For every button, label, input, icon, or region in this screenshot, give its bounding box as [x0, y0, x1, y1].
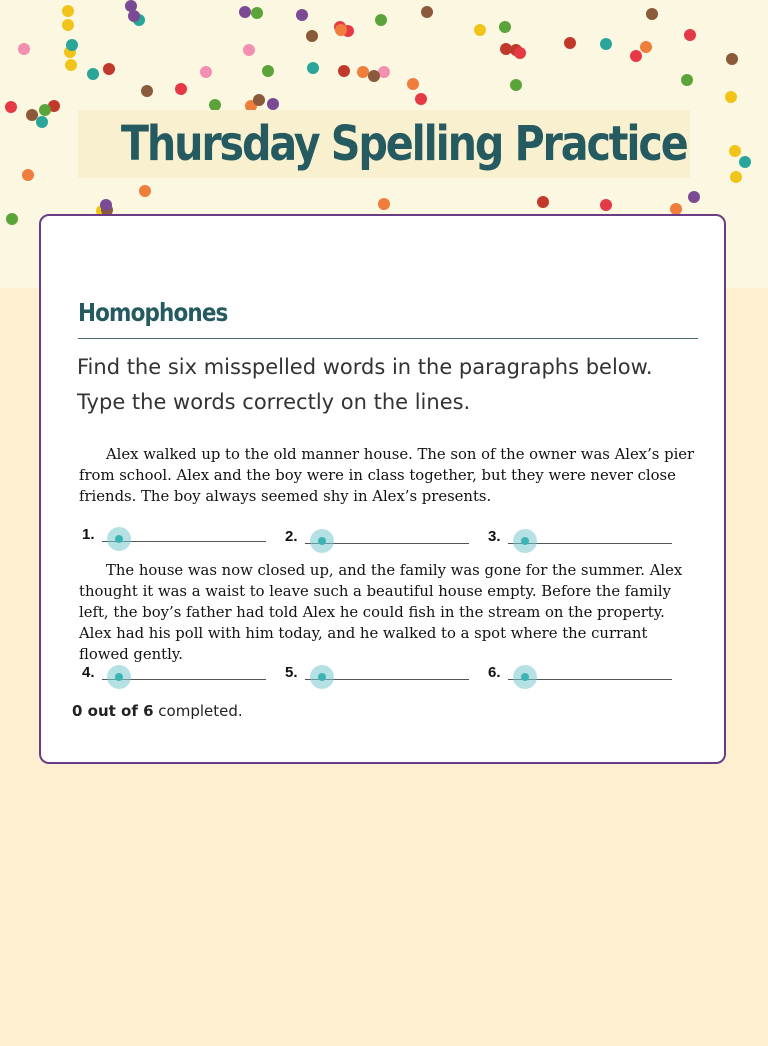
confetti-dot	[18, 43, 30, 55]
confetti-dot	[307, 62, 319, 74]
confetti-dot	[125, 0, 137, 12]
confetti-dot	[681, 74, 693, 86]
confetti-dot	[725, 91, 737, 103]
confetti-dot	[139, 185, 151, 197]
answer-number: 5.	[285, 664, 298, 681]
confetti-dot	[243, 44, 255, 56]
confetti-dot	[688, 191, 700, 203]
confetti-dot	[729, 145, 741, 157]
confetti-dot	[335, 24, 347, 36]
answer-focus-dot-icon[interactable]	[513, 529, 537, 553]
answer-row-6	[488, 660, 688, 690]
confetti-dot	[65, 59, 77, 71]
confetti-dot	[646, 8, 658, 20]
page-title: Thursday Spelling Practice	[120, 116, 687, 172]
activity-card	[39, 214, 726, 764]
confetti-dot	[253, 94, 265, 106]
confetti-dot	[175, 83, 187, 95]
confetti-dot	[415, 93, 427, 105]
confetti-dot	[421, 6, 433, 18]
confetti-dot	[6, 213, 18, 225]
answer-number: 4.	[82, 664, 95, 681]
answer-focus-dot-icon[interactable]	[107, 665, 131, 689]
confetti-dot	[239, 6, 251, 18]
confetti-dot	[26, 109, 38, 121]
answer-input-5[interactable]	[333, 663, 465, 679]
answer-focus-dot-icon[interactable]	[513, 665, 537, 689]
progress-status	[72, 702, 243, 720]
title-banner	[78, 110, 690, 178]
confetti-dot	[200, 66, 212, 78]
confetti-dot	[600, 199, 612, 211]
passage-paragraph-1: Alex walked up to the old manner house. The son of the owner was Alex’s pier from school. Alex and the boy were in class together, but they were never close friends. The boy always seemed shy in Alex’s presents.	[79, 446, 695, 505]
answer-row-4	[82, 660, 282, 690]
confetti-dot	[500, 43, 512, 55]
confetti-dot	[66, 39, 78, 51]
confetti-dot	[22, 169, 34, 181]
confetti-dot	[730, 171, 742, 183]
confetti-dot	[474, 24, 486, 36]
answer-input-2[interactable]	[333, 527, 465, 543]
passage-paragraph-2: The house was now closed up, and the family was gone for the summer. Alex thought it was a waist to leave such a beautiful house empty. Before the family left, the boy’s father had told Alex he could fish in the stream on the property. Alex had his poll with him today, and he walked to a spot where the currant flowed gently.	[79, 562, 683, 663]
confetti-dot	[338, 65, 350, 77]
answer-number: 3.	[488, 528, 501, 545]
confetti-dot	[262, 65, 274, 77]
confetti-dot	[537, 196, 549, 208]
confetti-dot	[306, 30, 318, 42]
answer-number: 2.	[285, 528, 298, 545]
confetti-dot	[514, 47, 526, 59]
confetti-dot	[600, 38, 612, 50]
confetti-dot	[87, 68, 99, 80]
confetti-dot	[141, 85, 153, 97]
confetti-dot	[39, 104, 51, 116]
confetti-dot	[407, 78, 419, 90]
confetti-dot	[684, 29, 696, 41]
confetti-dot	[103, 63, 115, 75]
answer-focus-dot-icon[interactable]	[310, 665, 334, 689]
confetti-dot	[296, 9, 308, 21]
progress-count: 0 out of 6	[72, 702, 154, 720]
confetti-dot	[62, 5, 74, 17]
answer-input-3[interactable]	[536, 527, 668, 543]
confetti-dot	[739, 156, 751, 168]
section-heading: Homophones	[78, 298, 228, 327]
answer-row-2	[285, 524, 485, 554]
instructions-text: Find the six misspelled words in the paragraphs below. Type the words correctly on the lines.	[77, 355, 653, 414]
confetti-dot	[510, 79, 522, 91]
confetti-dot	[251, 7, 263, 19]
answer-input-6[interactable]	[536, 663, 668, 679]
confetti-dot	[368, 70, 380, 82]
answer-row-5	[285, 660, 485, 690]
answer-focus-dot-icon[interactable]	[310, 529, 334, 553]
answer-focus-dot-icon[interactable]	[107, 527, 131, 551]
confetti-dot	[499, 21, 511, 33]
confetti-dot	[36, 116, 48, 128]
answer-number: 6.	[488, 664, 501, 681]
confetti-dot	[375, 14, 387, 26]
answer-input-4[interactable]	[130, 663, 262, 679]
confetti-dot	[640, 41, 652, 53]
answer-number: 1.	[82, 526, 95, 543]
confetti-dot	[378, 198, 390, 210]
confetti-dot	[100, 199, 112, 211]
answer-row-1	[82, 522, 282, 552]
section-divider	[78, 338, 698, 339]
progress-suffix: completed.	[153, 702, 243, 720]
confetti-dot	[630, 50, 642, 62]
confetti-dot	[267, 98, 279, 110]
confetti-dot	[726, 53, 738, 65]
confetti-dot	[564, 37, 576, 49]
answer-input-1[interactable]	[130, 525, 262, 541]
confetti-dot	[62, 19, 74, 31]
confetti-dot	[5, 101, 17, 113]
answer-row-3	[488, 524, 688, 554]
